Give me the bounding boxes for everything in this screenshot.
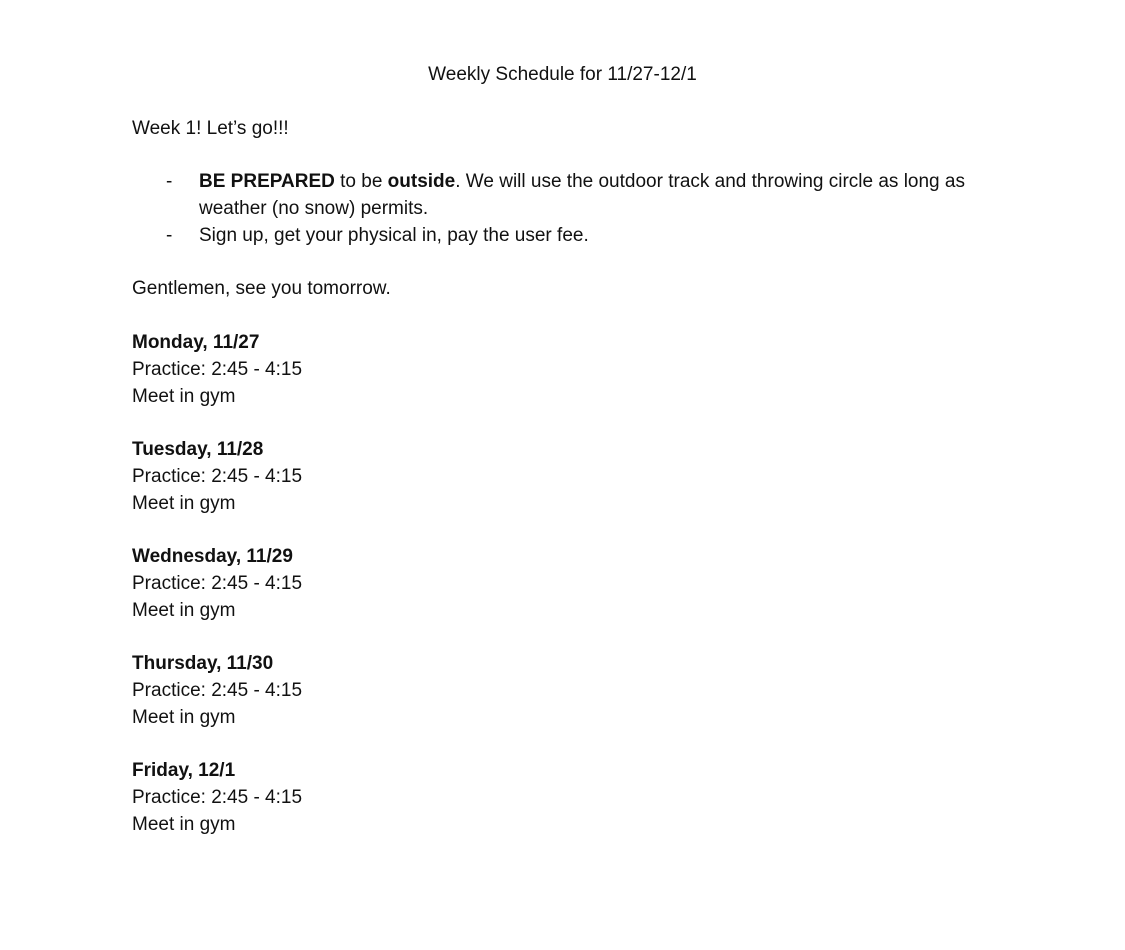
- list-item: [166, 222, 1006, 249]
- bold-text: outside: [387, 171, 456, 192]
- plain-text: . We will use the outdoor track and throwing circle as long as weather (no snow) permits.: [199, 171, 965, 219]
- day-heading: Tuesday, 11/28: [132, 439, 264, 460]
- day-block-tuesday: [132, 436, 302, 517]
- bold-text: BE PREPARED: [199, 171, 335, 192]
- bullet-text: [199, 171, 965, 219]
- plain-text: to be: [334, 171, 388, 192]
- day-block-monday: [132, 329, 302, 410]
- practice-time: Practice: 2:45 - 4:15: [132, 466, 303, 487]
- closing-text: Gentlemen, see you tomorrow.: [132, 278, 391, 299]
- meeting-location: Meet in gym: [132, 814, 236, 835]
- bullet-list: [166, 168, 1006, 249]
- bullet-text: Sign up, get your physical in, pay the user fee.: [199, 225, 589, 246]
- meeting-location: Meet in gym: [132, 493, 236, 514]
- day-heading: Thursday, 11/30: [132, 653, 274, 674]
- practice-time: Practice: 2:45 - 4:15: [132, 573, 303, 594]
- meeting-location: Meet in gym: [132, 600, 236, 621]
- schedule: [132, 329, 302, 864]
- day-block-thursday: [132, 650, 302, 731]
- day-heading: Monday, 11/27: [132, 332, 260, 353]
- meeting-location: Meet in gym: [132, 707, 236, 728]
- day-heading: Wednesday, 11/29: [132, 546, 293, 567]
- bullet-dash: -: [166, 225, 173, 246]
- day-heading: Friday, 12/1: [132, 760, 236, 781]
- practice-time: Practice: 2:45 - 4:15: [132, 787, 303, 808]
- intro-text: Week 1! Let’s go!!!: [132, 118, 289, 139]
- practice-time: Practice: 2:45 - 4:15: [132, 680, 303, 701]
- meeting-location: Meet in gym: [132, 386, 236, 407]
- day-block-friday: [132, 757, 302, 838]
- day-block-wednesday: [132, 543, 302, 624]
- page-title: Weekly Schedule for 11/27-12/1: [428, 64, 697, 85]
- list-item: [166, 168, 1006, 222]
- practice-time: Practice: 2:45 - 4:15: [132, 359, 303, 380]
- bullet-dash: -: [166, 171, 173, 192]
